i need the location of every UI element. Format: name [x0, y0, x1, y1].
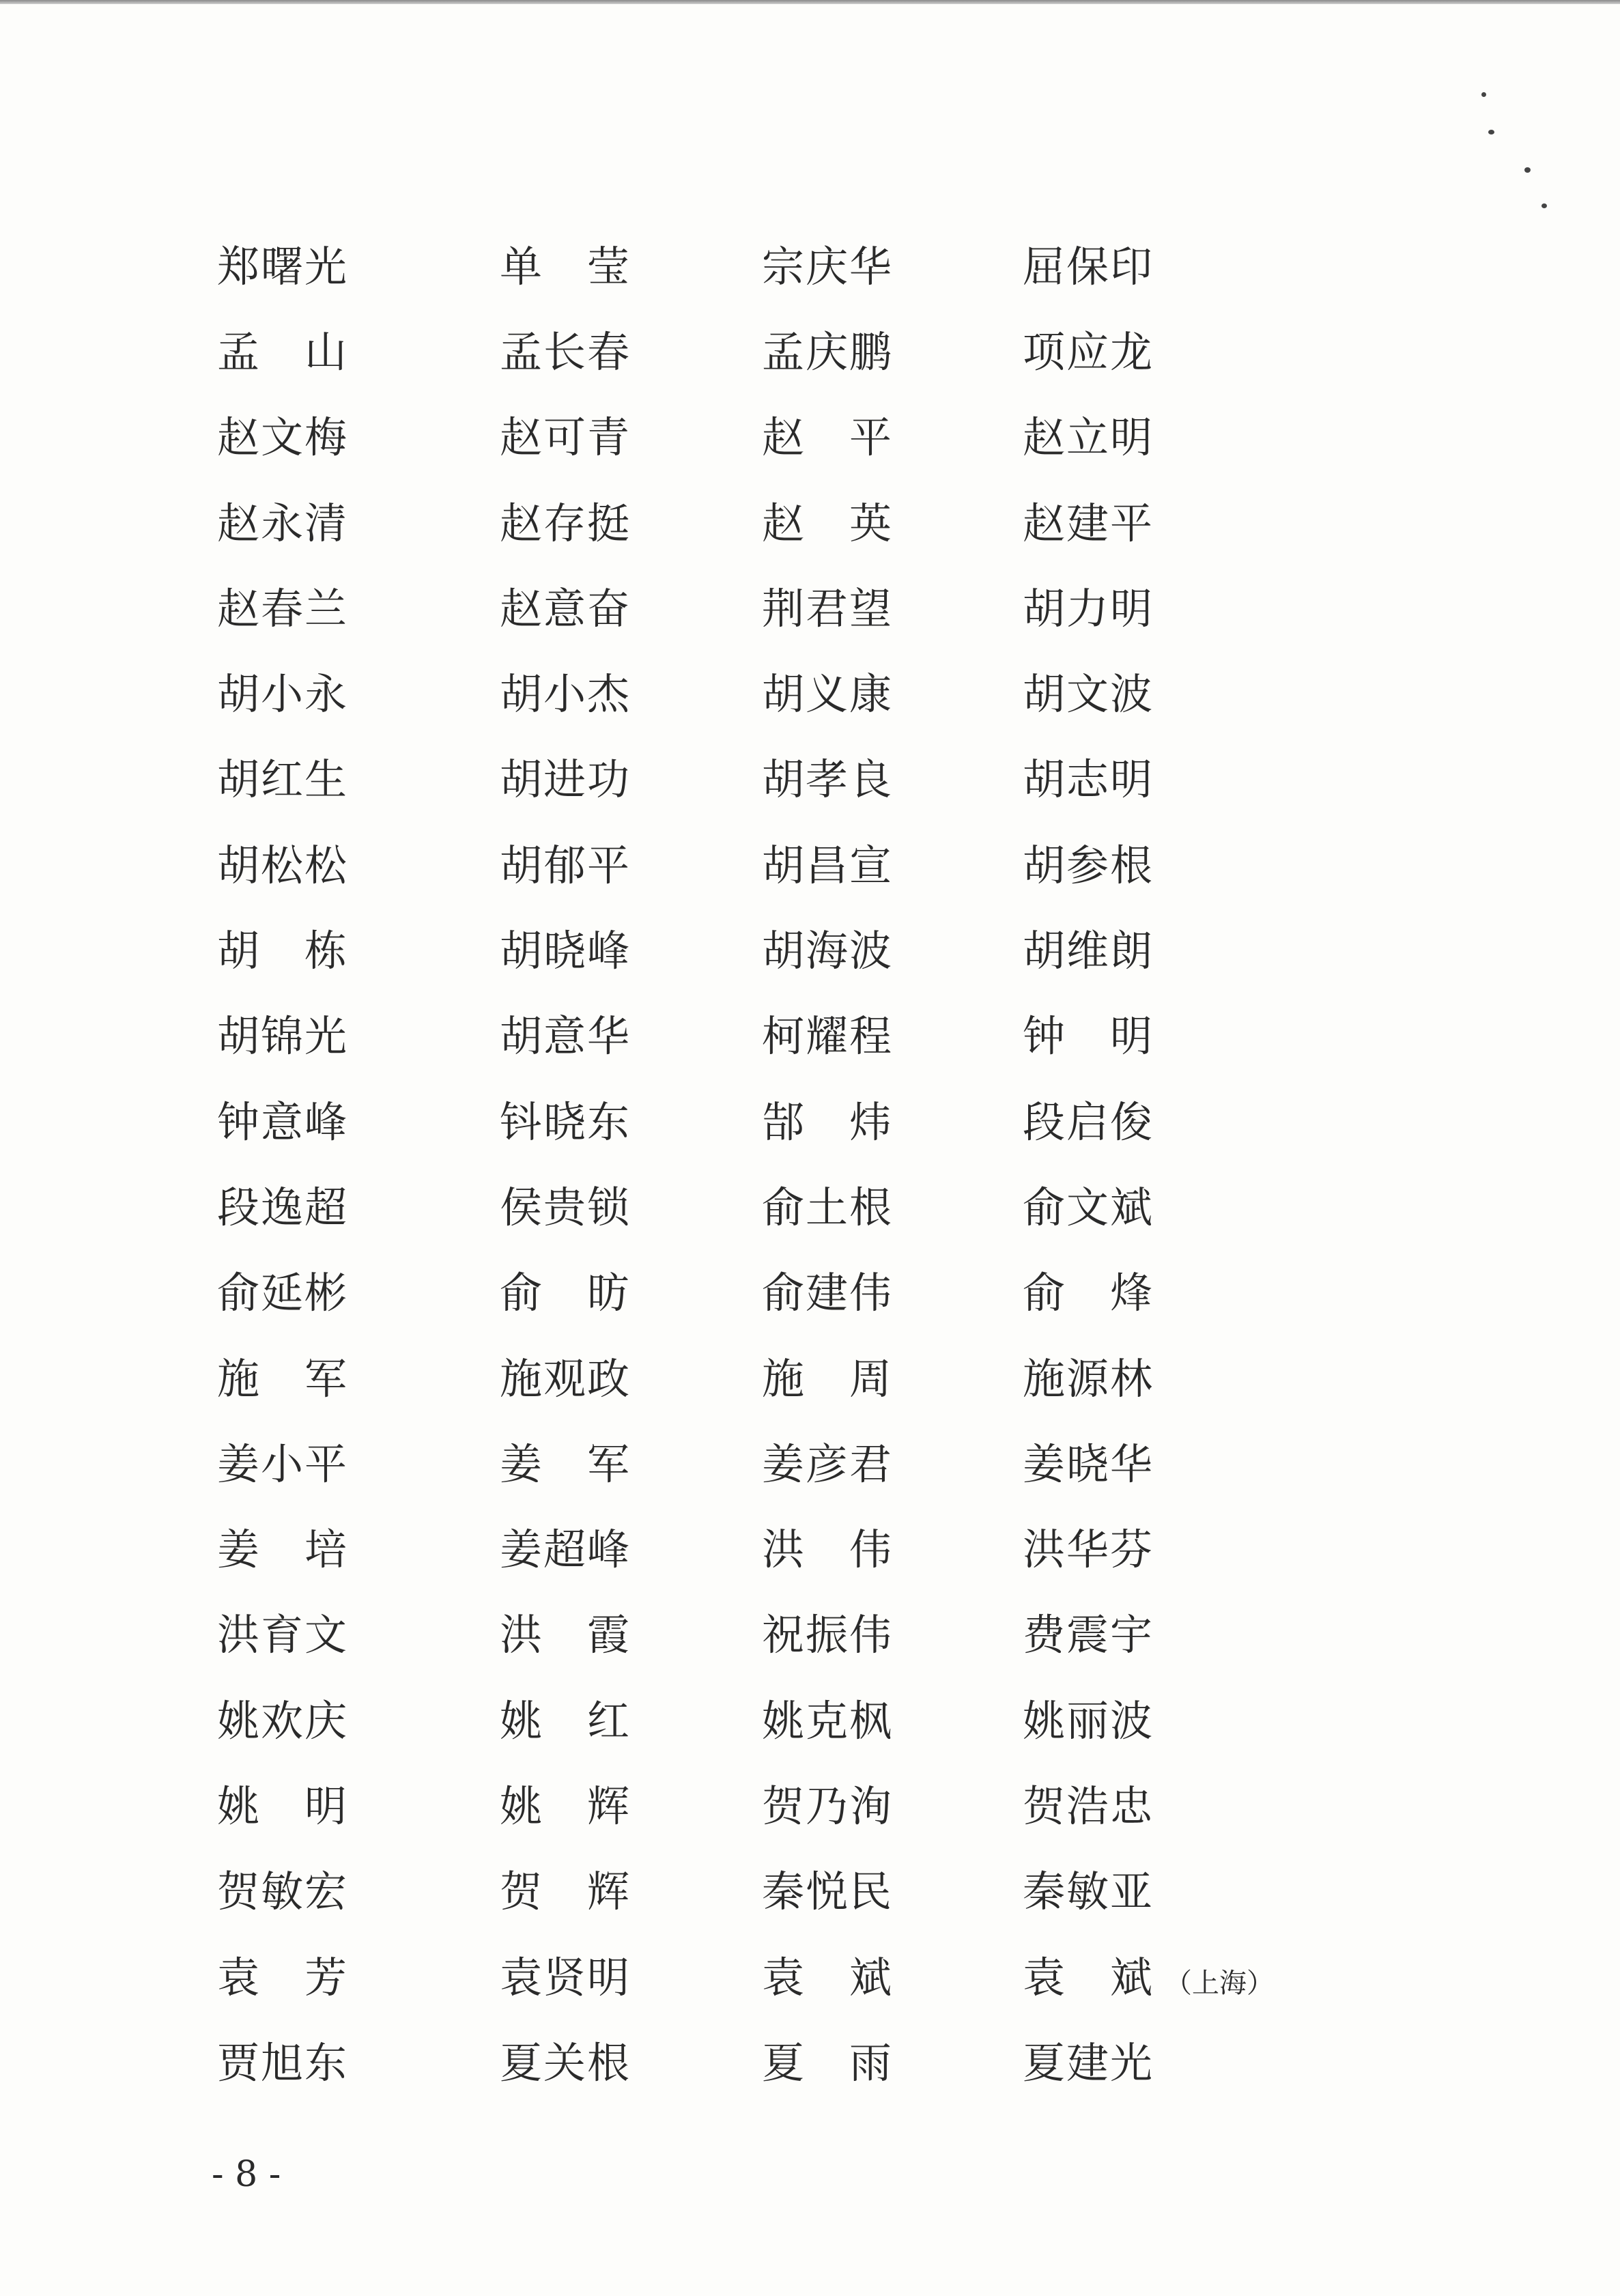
person-name: 夏 关 根: [500, 2037, 629, 2088]
person-name: 郑 曙 光: [217, 241, 347, 292]
name-cell: [217, 1096, 500, 1147]
name-cell: [762, 840, 1023, 890]
person-name: 赵 建 平: [1023, 498, 1152, 548]
name-cell: [762, 1353, 1023, 1404]
name-cell: [1023, 1525, 1350, 1575]
name-cell: [1023, 326, 1350, 377]
person-name: 洪 华 芬: [1023, 1525, 1152, 1575]
person-name: 祝 振 伟: [762, 1610, 892, 1660]
name-cell: [1023, 1096, 1350, 1147]
person-name: 费 震 宇: [1023, 1610, 1152, 1660]
person-name: 姜 小 平: [217, 1438, 347, 1489]
name-cell: [762, 1011, 1023, 1062]
person-name: 贾 旭 东: [217, 2037, 347, 2088]
person-name: 胡 郁 平: [500, 840, 629, 890]
person-name: 姜 晓 华: [1023, 1438, 1152, 1489]
person-name: 胡 文 波: [1023, 669, 1152, 720]
name-cell: [217, 754, 500, 805]
name-cell: [500, 1695, 762, 1746]
name-cell: [762, 1268, 1023, 1318]
name-cell: [217, 1011, 500, 1062]
name-cell: [500, 1353, 762, 1404]
name-cell: [762, 1525, 1023, 1575]
person-name: 胡 意 华: [500, 1011, 629, 1062]
person-name: 赵 文 梅: [217, 412, 347, 463]
person-name: 袁 斌: [762, 1952, 892, 2002]
name-cell: [500, 1952, 762, 2002]
person-name: 秦 悦 民: [762, 1867, 892, 1917]
name-cell: [217, 1525, 500, 1575]
name-cell: [500, 412, 762, 463]
person-name: 姚 辉: [500, 1781, 629, 1831]
name-cell: [762, 754, 1023, 805]
person-name: 胡 义 康: [762, 669, 892, 720]
name-cell: [500, 1610, 762, 1660]
name-cell: [500, 1781, 762, 1831]
person-name: 胡 小 杰: [500, 669, 629, 720]
person-name: 项 应 龙: [1023, 326, 1152, 377]
name-cell: [500, 1096, 762, 1147]
page-number: - 8 -: [212, 2154, 281, 2195]
name-cell: [1023, 498, 1350, 548]
person-name: 俞 建 伟: [762, 1268, 892, 1318]
name-cell: [217, 326, 500, 377]
person-name: 胡 红 生: [217, 754, 347, 805]
person-name: 胡 小 永: [217, 669, 347, 720]
person-name: 胡 力 明: [1023, 583, 1152, 634]
person-name: 胡 海 波: [762, 926, 892, 976]
person-name: 钟 意 峰: [217, 1096, 347, 1147]
person-name: 单 莹: [500, 241, 629, 292]
person-name: 钭 晓 东: [500, 1096, 629, 1147]
person-name: 孟 长 春: [500, 326, 629, 377]
name-cell: [1023, 2037, 1350, 2088]
person-name: 施 观 政: [500, 1353, 629, 1404]
person-name: 姚 克 枫: [762, 1695, 892, 1746]
name-cell: [1023, 840, 1350, 890]
name-cell: [217, 583, 500, 634]
person-name: 洪 霞: [500, 1610, 629, 1660]
person-name: 秦 敏 亚: [1023, 1867, 1152, 1917]
person-name: 赵 平: [762, 412, 892, 463]
name-cell: [217, 1695, 500, 1746]
name-cell: [762, 926, 1023, 976]
page-top-border: [0, 0, 1620, 4]
person-name: 姜 彦 君: [762, 1438, 892, 1489]
person-name: 宗 庆 华: [762, 241, 892, 292]
name-cell: [1023, 1952, 1350, 2002]
name-cell: [762, 1610, 1023, 1660]
name-cell: [1023, 1610, 1350, 1660]
name-cell: [762, 1867, 1023, 1917]
name-cell: [217, 1353, 500, 1404]
person-name: 姚 明: [217, 1781, 347, 1831]
name-cell: [217, 2037, 500, 2088]
person-name: 袁 贤 明: [500, 1952, 629, 2002]
name-cell: [217, 1268, 500, 1318]
name-cell: [500, 1525, 762, 1575]
name-cell: [762, 1096, 1023, 1147]
name-cell: [762, 326, 1023, 377]
name-cell: [762, 583, 1023, 634]
person-name: 胡 维 朗: [1023, 926, 1152, 976]
name-cell: [500, 583, 762, 634]
name-cell: [500, 241, 762, 292]
name-cell: [1023, 1695, 1350, 1746]
person-name: 胡 志 明: [1023, 754, 1152, 805]
person-name: 姚 红: [500, 1695, 629, 1746]
name-cell: [500, 498, 762, 548]
scan-speck: [1481, 92, 1486, 97]
name-cell: [217, 241, 500, 292]
person-name: 赵 立 明: [1023, 412, 1152, 463]
person-name: 段 启 俊: [1023, 1096, 1152, 1147]
person-name: 胡 孝 良: [762, 754, 892, 805]
person-name: 洪 育 文: [217, 1610, 347, 1660]
name-cell: [500, 840, 762, 890]
name-cell: [217, 1952, 500, 2002]
person-name: 柯 耀 程: [762, 1011, 892, 1062]
name-cell: [762, 241, 1023, 292]
scan-speck: [1524, 167, 1531, 173]
name-cell: [500, 2037, 762, 2088]
person-name: 俞 延 彬: [217, 1268, 347, 1318]
name-cell: [217, 412, 500, 463]
person-name: 郜 炜: [762, 1096, 892, 1147]
name-cell: [1023, 1438, 1350, 1489]
person-name: 洪 伟: [762, 1525, 892, 1575]
person-name: 姜 军: [500, 1438, 629, 1489]
person-name: 袁 斌: [1023, 1952, 1152, 2002]
person-name: 俞 烽: [1023, 1268, 1152, 1318]
person-name: 施 军: [217, 1353, 347, 1404]
scan-speck: [1541, 203, 1547, 208]
name-cell: [500, 1867, 762, 1917]
person-name: 俞 土 根: [762, 1182, 892, 1232]
person-name: 姜 培: [217, 1525, 347, 1575]
name-cell: [762, 1952, 1023, 2002]
person-name: 段 逸 超: [217, 1182, 347, 1232]
person-name: 赵 可 青: [500, 412, 629, 463]
person-name: 荆 君 望: [762, 583, 892, 634]
person-name: 赵 永 清: [217, 498, 347, 548]
person-name: 俞 文 斌: [1023, 1182, 1152, 1232]
person-name: 贺 敏 宏: [217, 1867, 347, 1917]
name-cell: [500, 1268, 762, 1318]
person-name: 赵 英: [762, 498, 892, 548]
person-name: 施 源 林: [1023, 1353, 1152, 1404]
name-list-grid: [217, 224, 1350, 2106]
person-name: 胡 晓 峰: [500, 926, 629, 976]
name-cell: [762, 669, 1023, 720]
person-name: 胡 松 松: [217, 840, 347, 890]
person-name: 夏 建 光: [1023, 2037, 1152, 2088]
name-cell: [1023, 1268, 1350, 1318]
name-cell: [1023, 1011, 1350, 1062]
person-name: 赵 意 奋: [500, 583, 629, 634]
name-cell: [762, 1781, 1023, 1831]
person-name: 胡 锦 光: [217, 1011, 347, 1062]
person-name: 姚 欢 庆: [217, 1695, 347, 1746]
name-cell: [1023, 583, 1350, 634]
name-cell: [217, 840, 500, 890]
name-cell: [1023, 926, 1350, 976]
name-cell: [217, 498, 500, 548]
name-cell: [1023, 669, 1350, 720]
name-cell: [500, 754, 762, 805]
scan-speck: [1488, 130, 1494, 134]
person-name: 屈 保 印: [1023, 241, 1152, 292]
person-name: 袁 芳: [217, 1952, 347, 2002]
name-cell: [217, 1438, 500, 1489]
name-cell: [500, 1182, 762, 1232]
name-cell: [762, 2037, 1023, 2088]
name-cell: [217, 1781, 500, 1831]
name-cell: [500, 926, 762, 976]
name-cell: [1023, 754, 1350, 805]
person-name: 孟 庆 鹏: [762, 326, 892, 377]
person-name: 夏 雨: [762, 2037, 892, 2088]
name-cell: [762, 1695, 1023, 1746]
name-cell: [762, 1182, 1023, 1232]
name-cell: [500, 1011, 762, 1062]
name-cell: [217, 669, 500, 720]
person-name: 施 周: [762, 1353, 892, 1404]
name-cell: [500, 326, 762, 377]
person-name: 姜 超 峰: [500, 1525, 629, 1575]
name-cell: [500, 1438, 762, 1489]
person-name: 钟 明: [1023, 1011, 1152, 1062]
person-name: 胡 进 功: [500, 754, 629, 805]
person-name: 姚 丽 波: [1023, 1695, 1152, 1746]
name-cell: [217, 1867, 500, 1917]
person-name: 贺 乃 洵: [762, 1781, 892, 1831]
name-cell: [762, 1438, 1023, 1489]
person-name: 胡 昌 宣: [762, 840, 892, 890]
person-name: 孟 山: [217, 326, 347, 377]
person-name: 胡 参 根: [1023, 840, 1152, 890]
person-name: 俞 昉: [500, 1268, 629, 1318]
person-name: 侯 贵 锁: [500, 1182, 629, 1232]
name-cell: [762, 412, 1023, 463]
name-cell: [762, 498, 1023, 548]
name-cell: [1023, 1353, 1350, 1404]
name-cell: [1023, 1781, 1350, 1831]
name-cell: [1023, 241, 1350, 292]
name-cell: [500, 669, 762, 720]
name-cell: [1023, 412, 1350, 463]
name-cell: [217, 926, 500, 976]
name-cell: [1023, 1867, 1350, 1917]
name-note: （上海）: [1165, 1967, 1274, 1999]
person-name: 贺 辉: [500, 1867, 629, 1917]
name-cell: [1023, 1182, 1350, 1232]
name-cell: [217, 1610, 500, 1660]
person-name: 赵 春 兰: [217, 583, 347, 634]
person-name: 赵 存 挺: [500, 498, 629, 548]
person-name: 胡 栋: [217, 926, 347, 976]
name-cell: [217, 1182, 500, 1232]
person-name: 贺 浩 忠: [1023, 1781, 1152, 1831]
